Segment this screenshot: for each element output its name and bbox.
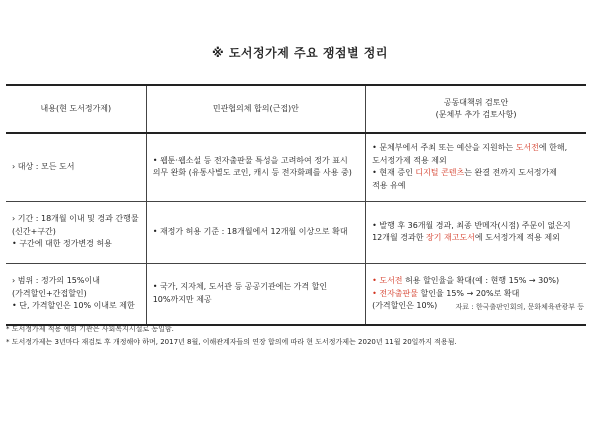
header-joint-committee-line2: (문체부 추가 검토사항) — [435, 110, 517, 119]
table-row — [6, 263, 586, 325]
footnotes — [6, 323, 457, 350]
cell-text: 도서정가제 적용 제외 — [372, 155, 447, 165]
cell-text: 적용 유예 — [372, 180, 406, 190]
header-council-agreement: 민관협의체 합의(근접)안 — [146, 85, 365, 133]
cell-text — [372, 288, 580, 300]
cell-text: 10%까지만 제공 — [152, 294, 212, 304]
text-segment: • 현재 증인 — [372, 168, 416, 178]
text-segment: 에 도서정가제 적용 제외 — [474, 233, 560, 242]
cell-text — [372, 142, 580, 154]
cell-current-target — [6, 133, 146, 201]
header-joint-committee — [366, 85, 586, 133]
cell-text: • 재정가 허용 기준 : 18개월에서 12개월 이상으로 확대 — [152, 226, 348, 236]
cell-text: (가격할인은 10%) — [372, 300, 438, 310]
footnote: * 도서정가제는 3년마다 재검토 후 개정해야 하며, 2017년 8월, 이해관계자들의 연장 합의에 따라 현 도서정가제는 2020년 11월 20일까지 적용됨. — [6, 338, 457, 347]
cell-text: (가격할인+간접할인) — [12, 288, 87, 298]
cell-committee-scope — [366, 263, 586, 325]
cell-text: • 발행 후 36개월 경과, 최종 반메자(시점) 주문이 없은지 — [372, 220, 571, 230]
cell-text: › 범위 : 정가의 15%이내 — [12, 276, 100, 286]
cell-text: • 웹툰·웹소설 등 전자출판물 특성을 고려하여 정가 표시 — [152, 155, 348, 165]
cell-text — [372, 167, 580, 179]
text-segment: • 문체부에서 주최 또는 예산을 지원하는 — [372, 143, 516, 153]
source-note: 자료 : 한국출판인회의, 문화체육관광부 등 — [455, 303, 584, 311]
cell-committee-period — [366, 201, 586, 263]
text-segment: 12개월 경과한 — [372, 233, 426, 242]
cell-current-period — [6, 201, 146, 263]
text-segment: 할인율 15% → 20%로 확대 — [417, 288, 520, 298]
cell-council-period — [146, 201, 365, 263]
table-header-row — [6, 85, 586, 133]
highlight-text: 도서전 — [515, 143, 539, 153]
cell-text: › 기간 : 18개월 이내 및 경과 간행물 — [12, 214, 139, 224]
text-segment: 는 완결 전까지 도서정가제 — [464, 168, 557, 178]
cell-committee-target — [366, 133, 586, 201]
highlight-text: • 도서전 — [372, 276, 403, 286]
cell-text — [372, 275, 580, 287]
text-segment: 허용 할인율을 확대(예 : 현행 15% → 30%) — [402, 276, 560, 286]
comparison-table — [6, 84, 586, 326]
highlight-text: • 전자출판물 — [372, 288, 418, 298]
highlight-text: 디지털 콘텐츠 — [415, 168, 465, 178]
cell-council-scope — [146, 263, 365, 325]
table-row — [6, 133, 586, 201]
cell-text: • 국가, 지자체, 도서관 등 공공기관에는 가격 할인 — [152, 282, 328, 292]
footnote: * 도서정가제 적용 예외 기관은 사회복지시설로 동일함. — [6, 325, 174, 333]
highlight-text: 장기 재고도서 — [425, 233, 475, 242]
cell-text — [372, 232, 580, 244]
cell-text: (신간+구간) — [12, 226, 56, 236]
cell-text: › 대상 : 모든 도서 — [12, 162, 75, 172]
cell-text: • 단, 가격할인은 10% 이내로 제한 — [12, 300, 135, 310]
cell-text: • 구간에 대한 정가변경 허용 — [12, 239, 112, 249]
page-title: ※ 도서정가제 주요 쟁점별 정리 — [212, 46, 388, 60]
cell-text: 의무 완화 (유통사별도 코인, 캐시 등 전자화폐를 사용 중) — [152, 168, 352, 178]
text-segment: 에 한해, — [538, 143, 568, 153]
cell-current-scope — [6, 263, 146, 325]
table-row — [6, 201, 586, 263]
cell-council-target — [146, 133, 365, 201]
header-joint-committee-line1: 공동대책위 검토안 — [443, 97, 509, 107]
header-current: 내용(현 도서정가제) — [6, 85, 146, 133]
